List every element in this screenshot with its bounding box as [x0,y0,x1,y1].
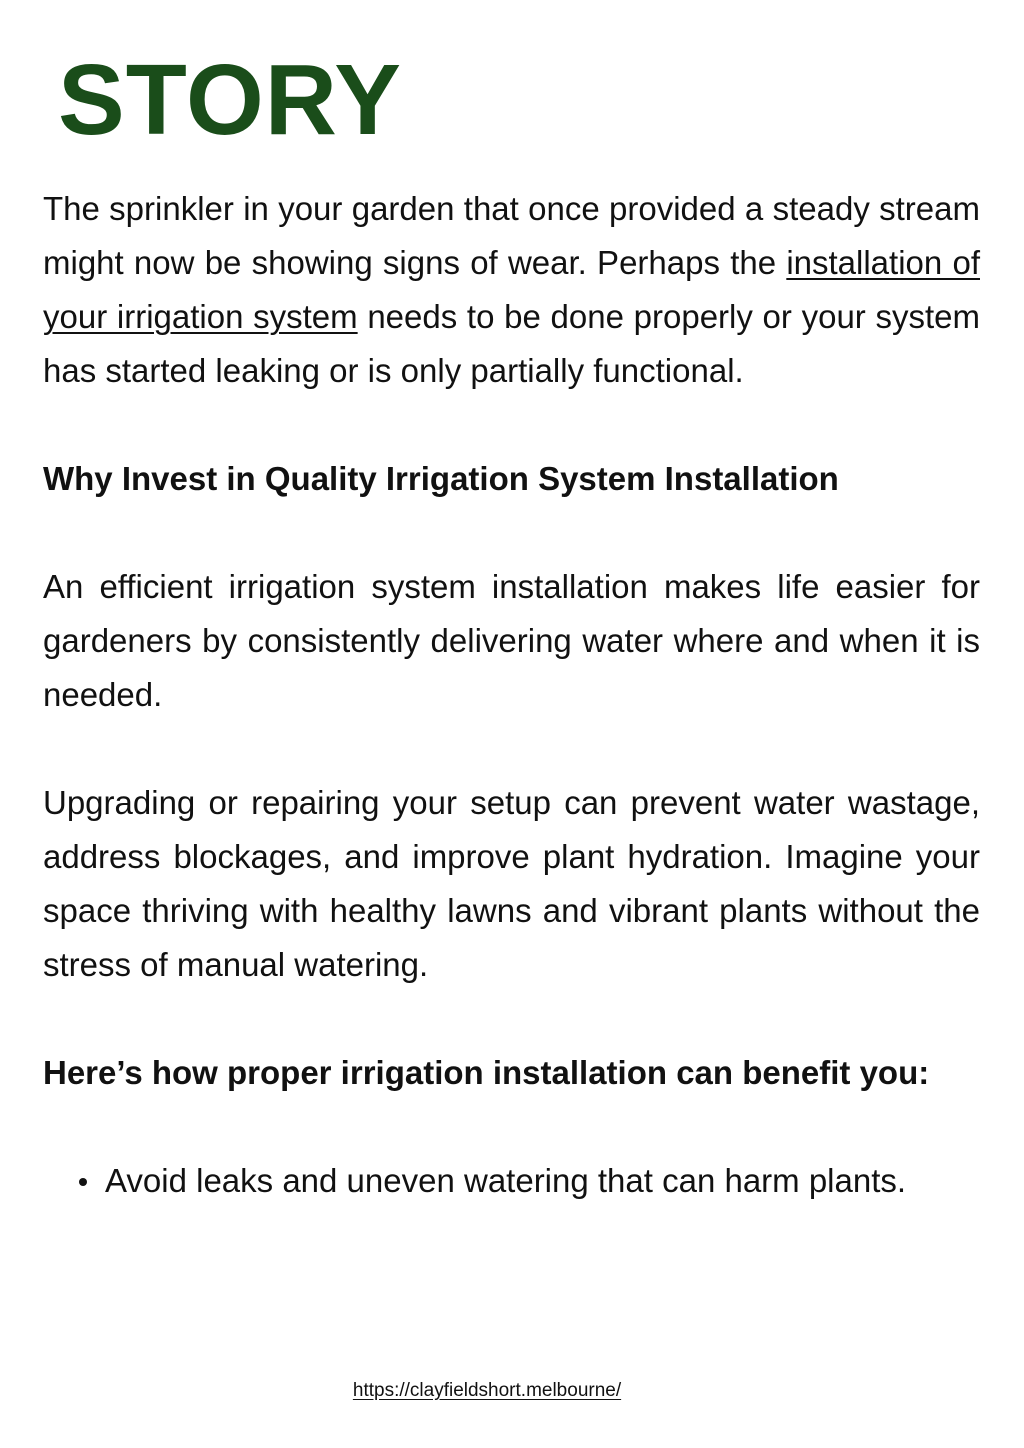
page-title: STORY [58,44,402,156]
benefits-list [43,1154,980,1208]
list-item [43,1154,980,1208]
section-heading: Why Invest in Quality Irrigation System Installation [43,460,839,497]
footer-url-link[interactable]: https://clayfieldshort.melbourne/ [352,1380,622,1401]
paragraph-efficiency: An efficient irrigation system installation makes life easier for gardeners by consistently delivering water where and when it is needed. [43,568,980,713]
benefits-heading: Here’s how proper irrigation installation can benefit you: [43,1054,930,1091]
irrigation-installation-link[interactable]: installation of your irrigation system [43,244,980,335]
benefit-text: Avoid leaks and uneven watering that can harm plants. [105,1162,907,1199]
article-body [43,182,980,1208]
paragraph-upgrading: Upgrading or repairing your setup can prevent water wastage, address blockages, and improve plant hydration. Imagine your space thriving with healthy lawns and vibrant plants without the stress of manual watering. [43,784,980,983]
bullet-icon [79,1178,87,1186]
intro-text-before: The sprinkler in your garden that once provided a steady stream might now be showing signs of wear. Perhaps the [43,190,980,281]
intro-text-after: needs to be done properly or your system has started leaking or is only partially functional. [43,298,980,389]
intro-paragraph [43,182,980,398]
